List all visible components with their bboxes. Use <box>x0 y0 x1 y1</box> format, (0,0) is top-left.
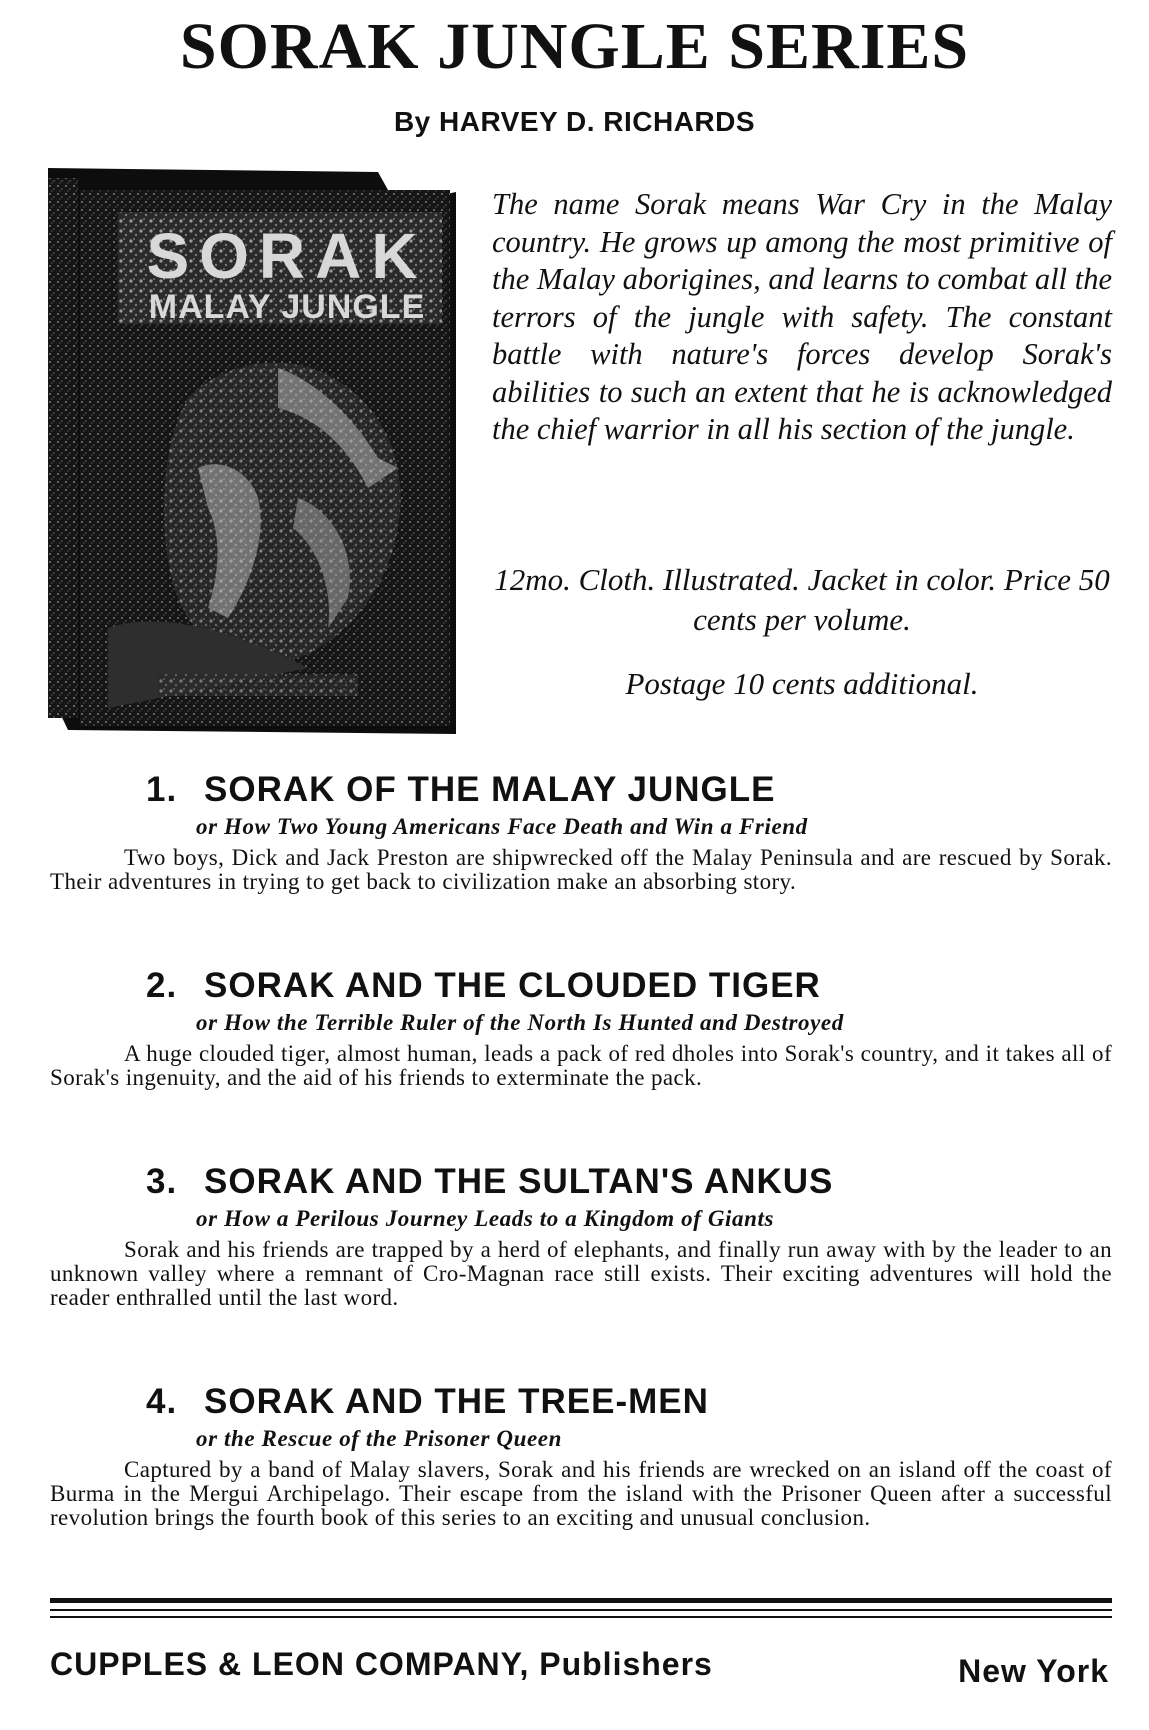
cover-title-line-1: SORAK <box>146 220 428 292</box>
page-title: SORAK JUNGLE SERIES <box>179 10 970 83</box>
book-number: 1. <box>146 770 178 809</box>
book-entry <box>50 1162 1112 1310</box>
series-description: The name Sorak means War Cry in the Malay country. He grows up among the most primitive of the Malay aborigines, and learns to combat all the terrors of the jungle with safety. The constant battle with nature's forces develop Sorak's abilities to such an extent that he is acknowledged the chief warrior in all his section of the jungle. <box>492 187 1112 446</box>
book-entry <box>50 1382 1112 1530</box>
book-entry <box>50 770 1112 894</box>
book-subtitle: or How the Terrible Ruler of the North Is Hunted and Destroyed <box>196 1010 844 1035</box>
book-cover-image <box>48 168 456 734</box>
book-title: SORAK OF THE MALAY JUNGLE <box>204 770 776 809</box>
book-specifications: 12mo. Cloth. Illustrated. Jacket in color. Price 50 cents per volume. <box>494 562 1110 637</box>
book-description: Captured by a band of Malay slavers, Sorak and his friends are wrecked on an island off the coast of Burma in the Mergui Archipelago. Their escape from the island with the Prisoner Queen after a successful revolution brings the fourth book of this series to an exciting and unusual conclusion. <box>50 1457 1112 1530</box>
book-title: SORAK AND THE TREE-MEN <box>204 1382 709 1421</box>
footer-rule-thin <box>50 1616 1112 1618</box>
book-number: 4. <box>146 1382 178 1421</box>
footer-rule-thick <box>50 1598 1112 1603</box>
book-description: A huge clouded tiger, almost human, leads a pack of red dholes into Sorak's country, and it takes all of Sorak's ingenuity, and the aid of his friends to exterminate the pack. <box>50 1041 1112 1090</box>
book-number: 2. <box>146 966 178 1005</box>
book-description: Sorak and his friends are trapped by a herd of elephants, and finally run away with by the leader to an unknown valley where a remnant of Cro-Magnan race still exists. Their exciting adventures will hold the reader enthralled until the last word. <box>50 1237 1112 1310</box>
book-title: SORAK AND THE SULTAN'S ANKUS <box>204 1162 834 1201</box>
cover-title-text <box>122 220 452 326</box>
book-heading <box>146 1382 1112 1422</box>
book-subtitle: or How Two Young Americans Face Death and Win a Friend <box>196 814 808 839</box>
postage-note: Postage 10 cents additional. <box>625 666 979 701</box>
book-heading <box>146 770 1112 810</box>
book-subtitle: or the Rescue of the Prisoner Queen <box>196 1426 562 1451</box>
author-byline: By HARVEY D. RICHARDS <box>393 106 756 137</box>
publisher-name: CUPPLES & LEON COMPANY, Publishers <box>50 1646 713 1682</box>
book-heading <box>146 1162 1112 1202</box>
footer-rule-thin <box>50 1609 1112 1611</box>
book-title: SORAK AND THE CLOUDED TIGER <box>204 966 821 1005</box>
book-subtitle: or How a Perilous Journey Leads to a Kingdom of Giants <box>196 1206 775 1231</box>
book-heading <box>146 966 1112 1006</box>
publisher-city: New York <box>958 1653 1109 1689</box>
book-description: Two boys, Dick and Jack Preston are shipwrecked off the Malay Peninsula and are rescued by Sorak. Their adventures in trying to get back to civilization make an absorbing story. <box>50 845 1112 894</box>
book-number: 3. <box>146 1162 178 1201</box>
cover-title-line-2: MALAY JUNGLE <box>148 288 426 326</box>
book-entry <box>50 966 1112 1090</box>
